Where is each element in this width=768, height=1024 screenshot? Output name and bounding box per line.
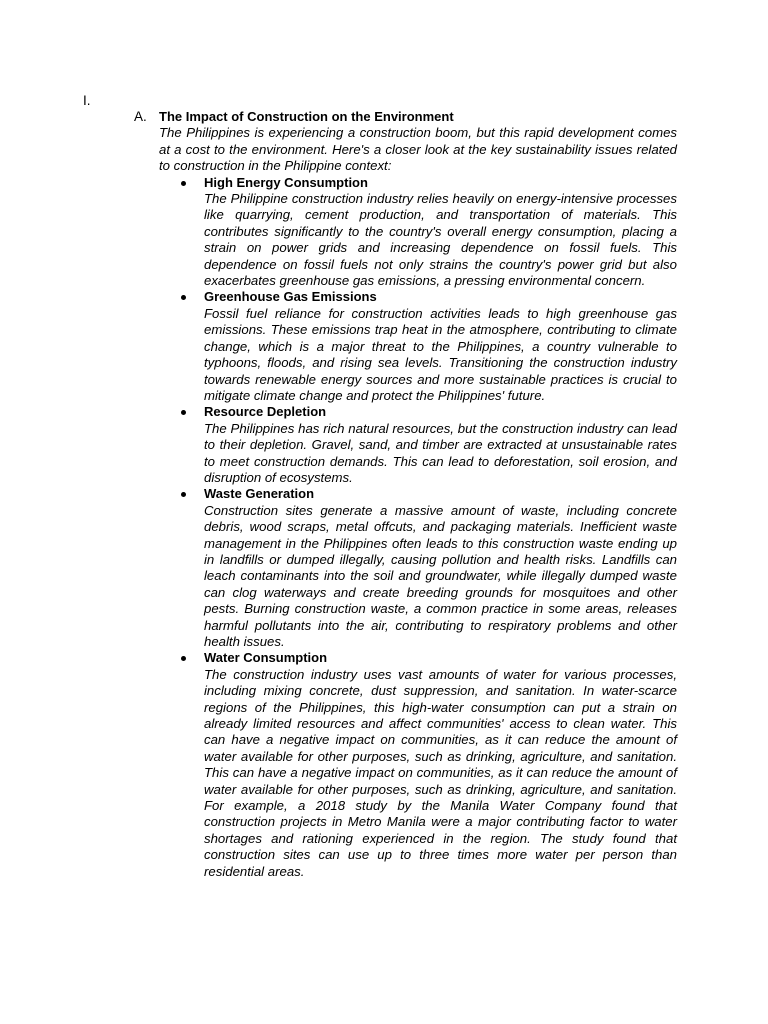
- bullet-list: [159, 175, 677, 880]
- section-title: The Impact of Construction on the Environment: [159, 109, 454, 124]
- section-intro: The Philippines is experiencing a construction boom, but this rapid development comes at a cost to the environment. Here's a closer look at the key sustainability issues related to construction in the Philippine context:: [159, 125, 677, 174]
- bullet-dot-icon: [181, 295, 186, 300]
- bullet-heading: Waste Generation: [204, 486, 315, 502]
- bullet-dot-icon: [181, 492, 186, 497]
- bullet-text: The Philippines has rich natural resources, but the construction industry can lead to their depletion. Gravel, sand, and timber are extracted at unsustainable rates to meet construction demands. This can lead to deforestation, soil erosion, and disruption of ecosystems.: [204, 420, 677, 485]
- bullet-text: The construction industry uses vast amounts of water for various processes, including mixing concrete, dust suppression, and sanitation. In water-scarce regions of the Philippines, this high-water consumption can put a strain on already limited resources and affect communities' access to clean water. This can have a negative impact on communities, as it can reduce the amount of water available for other purposes, such as drinking, agriculture, and sanitation. This can have a negative impact on communities, as it can reduce the amount of water available for other purposes, such as drinking, agriculture, and sanitation. For example, a 2018 study by the Manila Water Company found that construction projects in Metro Manila were a major contributing factor to water shortages and rationing experienced in the region. The study found that construction sites can use up to three times more water per person than residential areas.: [204, 666, 677, 879]
- bullet-item-emissions: [204, 289, 677, 404]
- section-letter: A.: [134, 109, 147, 124]
- bullet-item-water: [204, 650, 677, 880]
- bullet-text: Fossil fuel reliance for construction activities leads to high greenhouse gas emissions. These emissions trap heat in the atmosphere, contributing to climate change, which is a major threat to the Philippines, a country vulnerable to typhoons, floods, and rising sea levels. Transitioning the construction industry towards renewable energy sources and more sustainable practices is crucial to mitigate climate change and protect the Philippines' future.: [204, 305, 677, 403]
- bullet-heading: Resource Depletion: [204, 404, 327, 420]
- bullet-text: Construction sites generate a massive amount of waste, including concrete debris, wood scraps, metal offcuts, and packaging materials. Inefficient waste management in the Philippines often leads to this construction waste ending up in landfills or dumped illegally, causing pollution and health risks. Landfills can leach contaminants into the soil and groundwater, while illegally dumped waste can clog waterways and create breeding grounds for mosquitoes and other pests. Burning construction waste, a common practice in some areas, releases harmful pollutants into the air, contributing to respiratory problems and other health issues.: [204, 502, 677, 649]
- bullet-heading: High Energy Consumption: [204, 174, 368, 190]
- bullet-dot-icon: [181, 410, 186, 415]
- bullet-item-resources: [204, 404, 677, 486]
- bullet-heading: Water Consumption: [204, 650, 328, 666]
- bullet-item-energy: [204, 175, 677, 290]
- bullet-heading: Greenhouse Gas Emissions: [204, 289, 377, 305]
- bullet-item-waste: [204, 486, 677, 650]
- section-a: [134, 109, 677, 880]
- bullet-dot-icon: [181, 181, 186, 186]
- bullet-text: The Philippine construction industry relies heavily on energy-intensive processes like quarrying, cement production, and transportation of materials. This contributes significantly to the country's overall energy consumption, placing a strain on power grids and increasing dependence on fossil fuels. This dependence on fossil fuels not only strains the country's power grid but also exacerbates greenhouse gas emissions, a pressing environmental concern.: [204, 191, 677, 289]
- outline-roman-numeral: I.: [83, 93, 91, 108]
- bullet-dot-icon: [181, 656, 186, 661]
